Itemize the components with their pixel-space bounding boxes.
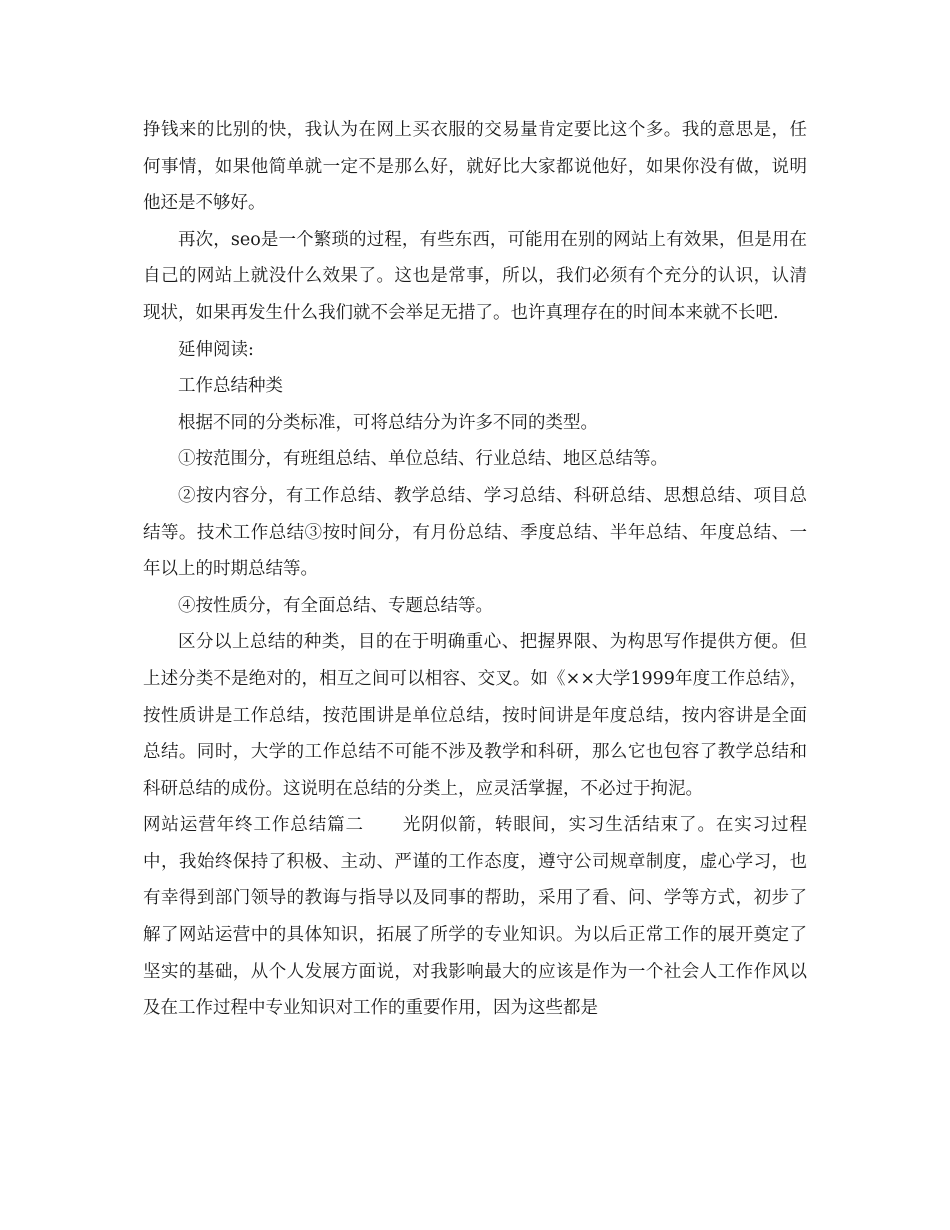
paragraph-summary-types-title: 工作总结种类 bbox=[178, 376, 283, 397]
section-body: 光阴似箭，转眼间，实习生活结束了。在实习过程中，我始终保持了积极、主动、严谨的工作态度，遵守公司规章制度，虚心学习，也有幸得到部门领导的教诲与指导以及同事的帮助，采用了看、问、学等方式，初步了解了网站运营中的具体知识，拓展了所学的专业知识。为以后正常工作的展开奠定了坚实的基础，从个人发展方面说，对我影响最大的应该是作为一个社会人工作作风以及在工作过程中专业知识对工作的重要作用，因为这些都是 bbox=[143, 815, 808, 1019]
paragraph-classification-intro: 根据不同的分类标准，可将总结分为许多不同的类型。 bbox=[178, 412, 598, 433]
section-heading: 网站运营年终工作总结篇二 bbox=[143, 815, 364, 836]
paragraph-by-scope: ①按范围分，有班组总结、单位总结、行业总结、地区总结等。 bbox=[178, 449, 668, 470]
paragraph-by-content: ②按内容分，有工作总结、教学总结、学习总结、科研总结、思想总结、项目总结等。技术工作总结③按时间分，有月份总结、季度总结、半年总结、年度总结、一年以上的时期总结等。 bbox=[143, 485, 807, 580]
paragraph-by-nature: ④按性质分，有全面总结、专题总结等。 bbox=[178, 595, 493, 616]
paragraph-continuation: 挣钱来的比别的快，我认为在网上买衣服的交易量肯定要比这个多。我的意思是，任何事情，如果他简单就一定不是那么好，就好比大家都说他好，如果你没有做，说明他还是不够好。 bbox=[143, 120, 807, 214]
paragraph-seo: 再次，seo是一个繁琐的过程，有些东西，可能用在别的网站上有效果，但是用在自己的网站上就没什么效果了。这也是常事，所以，我们必须有个充分的认识，认清现状，如果再发生什么我们就不会举足无措了。也许真理存在的时间本来就不长吧. bbox=[143, 229, 807, 323]
document-page bbox=[143, 112, 807, 1027]
paragraph-extended-reading: 延伸阅读: bbox=[178, 339, 254, 360]
section-two bbox=[143, 807, 807, 1027]
paragraph-distinction: 区分以上总结的种类，目的在于明确重心、把握界限、为构思写作提供方便。但上述分类不是绝对的，相互之间可以相容、交叉。如《××大学1999年度工作总结》，按性质讲是工作总结，按范围讲是单位总结，按时间讲是年度总结，按内容讲是全面总结。同时，大学的工作总结不可能不涉及教学和科研，那么它也包容了教学总结和科研总结的成份。这说明在总结的分类上，应灵活掌握，不必过于拘泥。 bbox=[143, 632, 807, 799]
